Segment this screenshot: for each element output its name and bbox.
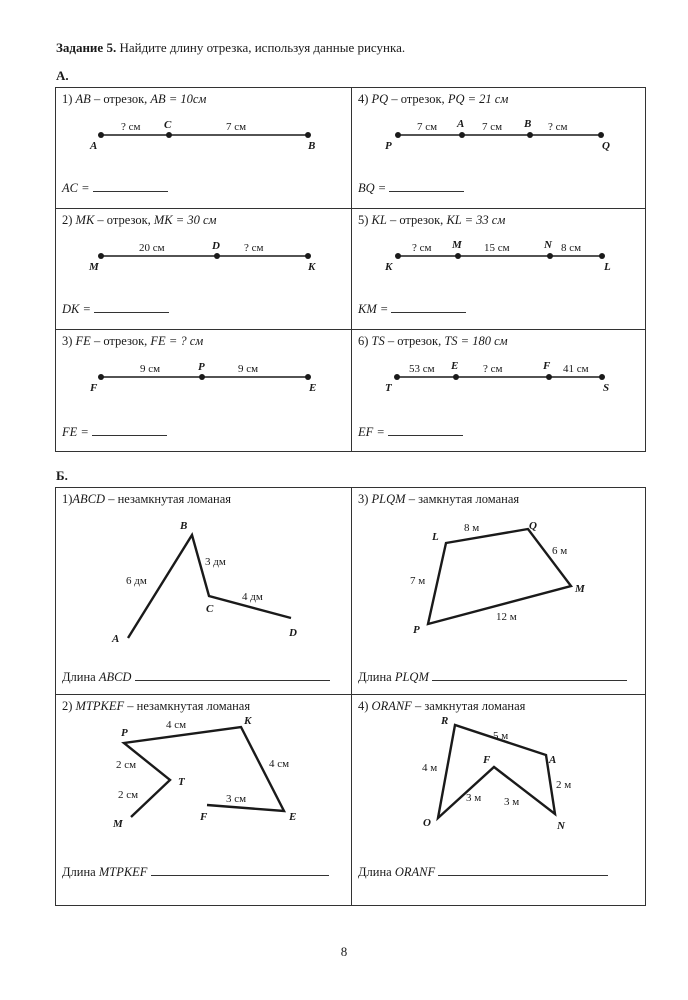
answer-line: DK = [62,302,169,317]
point-label: P [385,140,392,152]
point-label: A [90,140,98,152]
polyline-figure [56,488,351,694]
section-b-grid [55,487,646,906]
point-label: T [385,382,392,394]
point-label: Q [529,520,537,532]
length-label: 4 см [166,719,187,731]
answer-blank[interactable] [135,680,330,681]
length-label: 8 см [561,242,582,254]
length-label: 9 см [238,363,259,375]
answer-blank[interactable] [92,435,167,436]
section-a-label: А. [56,68,69,83]
polyline-figure [352,488,645,694]
answer-line: Длина ORANF [358,865,608,880]
answer-blank[interactable] [438,875,608,876]
problem-caption: 1)ABCD – незамкнутая ломаная [62,492,232,506]
problem-a3 [56,330,351,451]
answer-blank[interactable] [93,191,168,192]
answer-line: BQ = [358,181,464,196]
point-label: T [178,776,185,788]
task-number: Задание 5. [56,40,117,55]
answer-line: Длина MTPKEF [62,865,329,880]
length-label: 2 см [116,759,137,771]
point-label: K [308,261,316,273]
point-label: L [604,261,611,273]
task-title [56,40,405,56]
answer-line: Длина ABCD [62,670,330,685]
point-label: P [121,727,128,739]
point-label: E [289,811,297,823]
point-label: A [112,633,120,645]
problem-b1 [56,488,351,694]
point-label: A [457,118,465,130]
answer-blank[interactable] [388,435,463,436]
point-label: M [113,818,123,830]
point-label: A [549,754,557,766]
task-instruction: Найдите длину отрезка, используя данные рисунка. [116,40,406,55]
length-label: 7 м [410,575,426,587]
problem-caption: 5) KL – отрезок, KL = 33 см [358,213,506,227]
length-label: 2 см [118,789,139,801]
length-label: ? см [121,121,141,133]
problem-a1 [56,88,351,208]
point-label: M [575,583,585,595]
problem-b2 [56,695,351,905]
length-label: 4 дм [242,591,263,603]
point-label: B [308,140,316,152]
section-b-label: Б. [56,468,68,483]
answer-line: AC = [62,181,168,196]
answer-blank[interactable] [389,191,464,192]
answer-line: Длина PLQM [358,670,627,685]
problem-b4 [352,695,645,905]
problem-caption: 4) PQ – отрезок, PQ = 21 см [358,92,509,106]
answer-line: EF = [358,425,463,440]
problem-caption: 2) MTPKEF – незамкнутая ломаная [62,699,251,713]
length-label: 5 м [493,730,509,742]
length-label: 2 м [556,779,572,791]
length-label: 41 см [563,363,589,375]
length-label: 53 см [409,363,435,375]
point-label: N [557,820,565,832]
length-label: 4 м [422,762,438,774]
answer-line: FE = [62,425,167,440]
point-label: K [244,715,252,727]
point-label: P [413,624,420,636]
length-label: 15 см [484,242,510,254]
length-label: 9 см [140,363,161,375]
point-label: E [309,382,317,394]
section-a-grid [55,87,646,452]
point-label: P [198,361,205,373]
length-label: 3 м [466,792,482,804]
length-label: 6 м [552,545,568,557]
point-label: M [452,239,462,251]
length-label: 3 м [504,796,520,808]
point-label: F [543,360,551,372]
page-number: 8 [340,944,348,959]
point-label: D [289,627,297,639]
problem-caption: 1) AB – отрезок, AB = 10см [62,92,207,106]
length-label: 8 м [464,522,480,534]
problem-caption: 3) PLQM – замкнутая ломаная [358,492,520,506]
point-label: F [90,382,98,394]
length-label: 3 см [226,793,247,805]
point-label: L [432,531,439,543]
problem-caption: 4) ORANF – замкнутая ломаная [358,699,526,713]
length-label: 7 см [417,121,438,133]
length-label: 7 см [482,121,503,133]
point-label: O [423,817,431,829]
problem-a5 [352,209,645,329]
length-label: ? см [244,242,264,254]
length-label: 4 см [269,758,290,770]
point-label: Q [602,140,610,152]
length-label: 20 см [139,242,165,254]
problem-caption: 6) TS – отрезок, TS = 180 см [358,334,508,348]
length-label: ? см [548,121,568,133]
point-label: B [524,118,532,130]
point-label: B [180,520,188,532]
problem-a6 [352,330,645,451]
length-label: 12 м [496,611,517,623]
point-label: F [200,811,208,823]
point-label: R [441,715,449,727]
point-label: D [212,240,220,252]
point-label: N [544,239,552,251]
length-label: 3 дм [205,556,226,568]
point-label: F [483,754,491,766]
point-label: C [206,603,214,615]
answer-blank[interactable] [151,875,329,876]
point-label: K [385,261,393,273]
problem-caption: 2) MK – отрезок, MK = 30 см [62,213,217,227]
answer-blank[interactable] [432,680,627,681]
length-label: ? см [412,242,432,254]
point-label: C [164,119,172,131]
problem-a4 [352,88,645,208]
length-label: 6 дм [126,575,147,587]
length-label: ? см [483,363,503,375]
answer-blank[interactable] [94,312,169,313]
problem-caption: 3) FE – отрезок, FE = ? см [62,334,204,348]
problem-b3 [352,488,645,694]
point-label: M [89,261,99,273]
answer-line: KM = [358,302,466,317]
point-label: S [603,382,610,394]
length-label: 7 см [226,121,247,133]
answer-blank[interactable] [391,312,466,313]
problem-a2 [56,209,351,329]
point-label: E [451,360,459,372]
